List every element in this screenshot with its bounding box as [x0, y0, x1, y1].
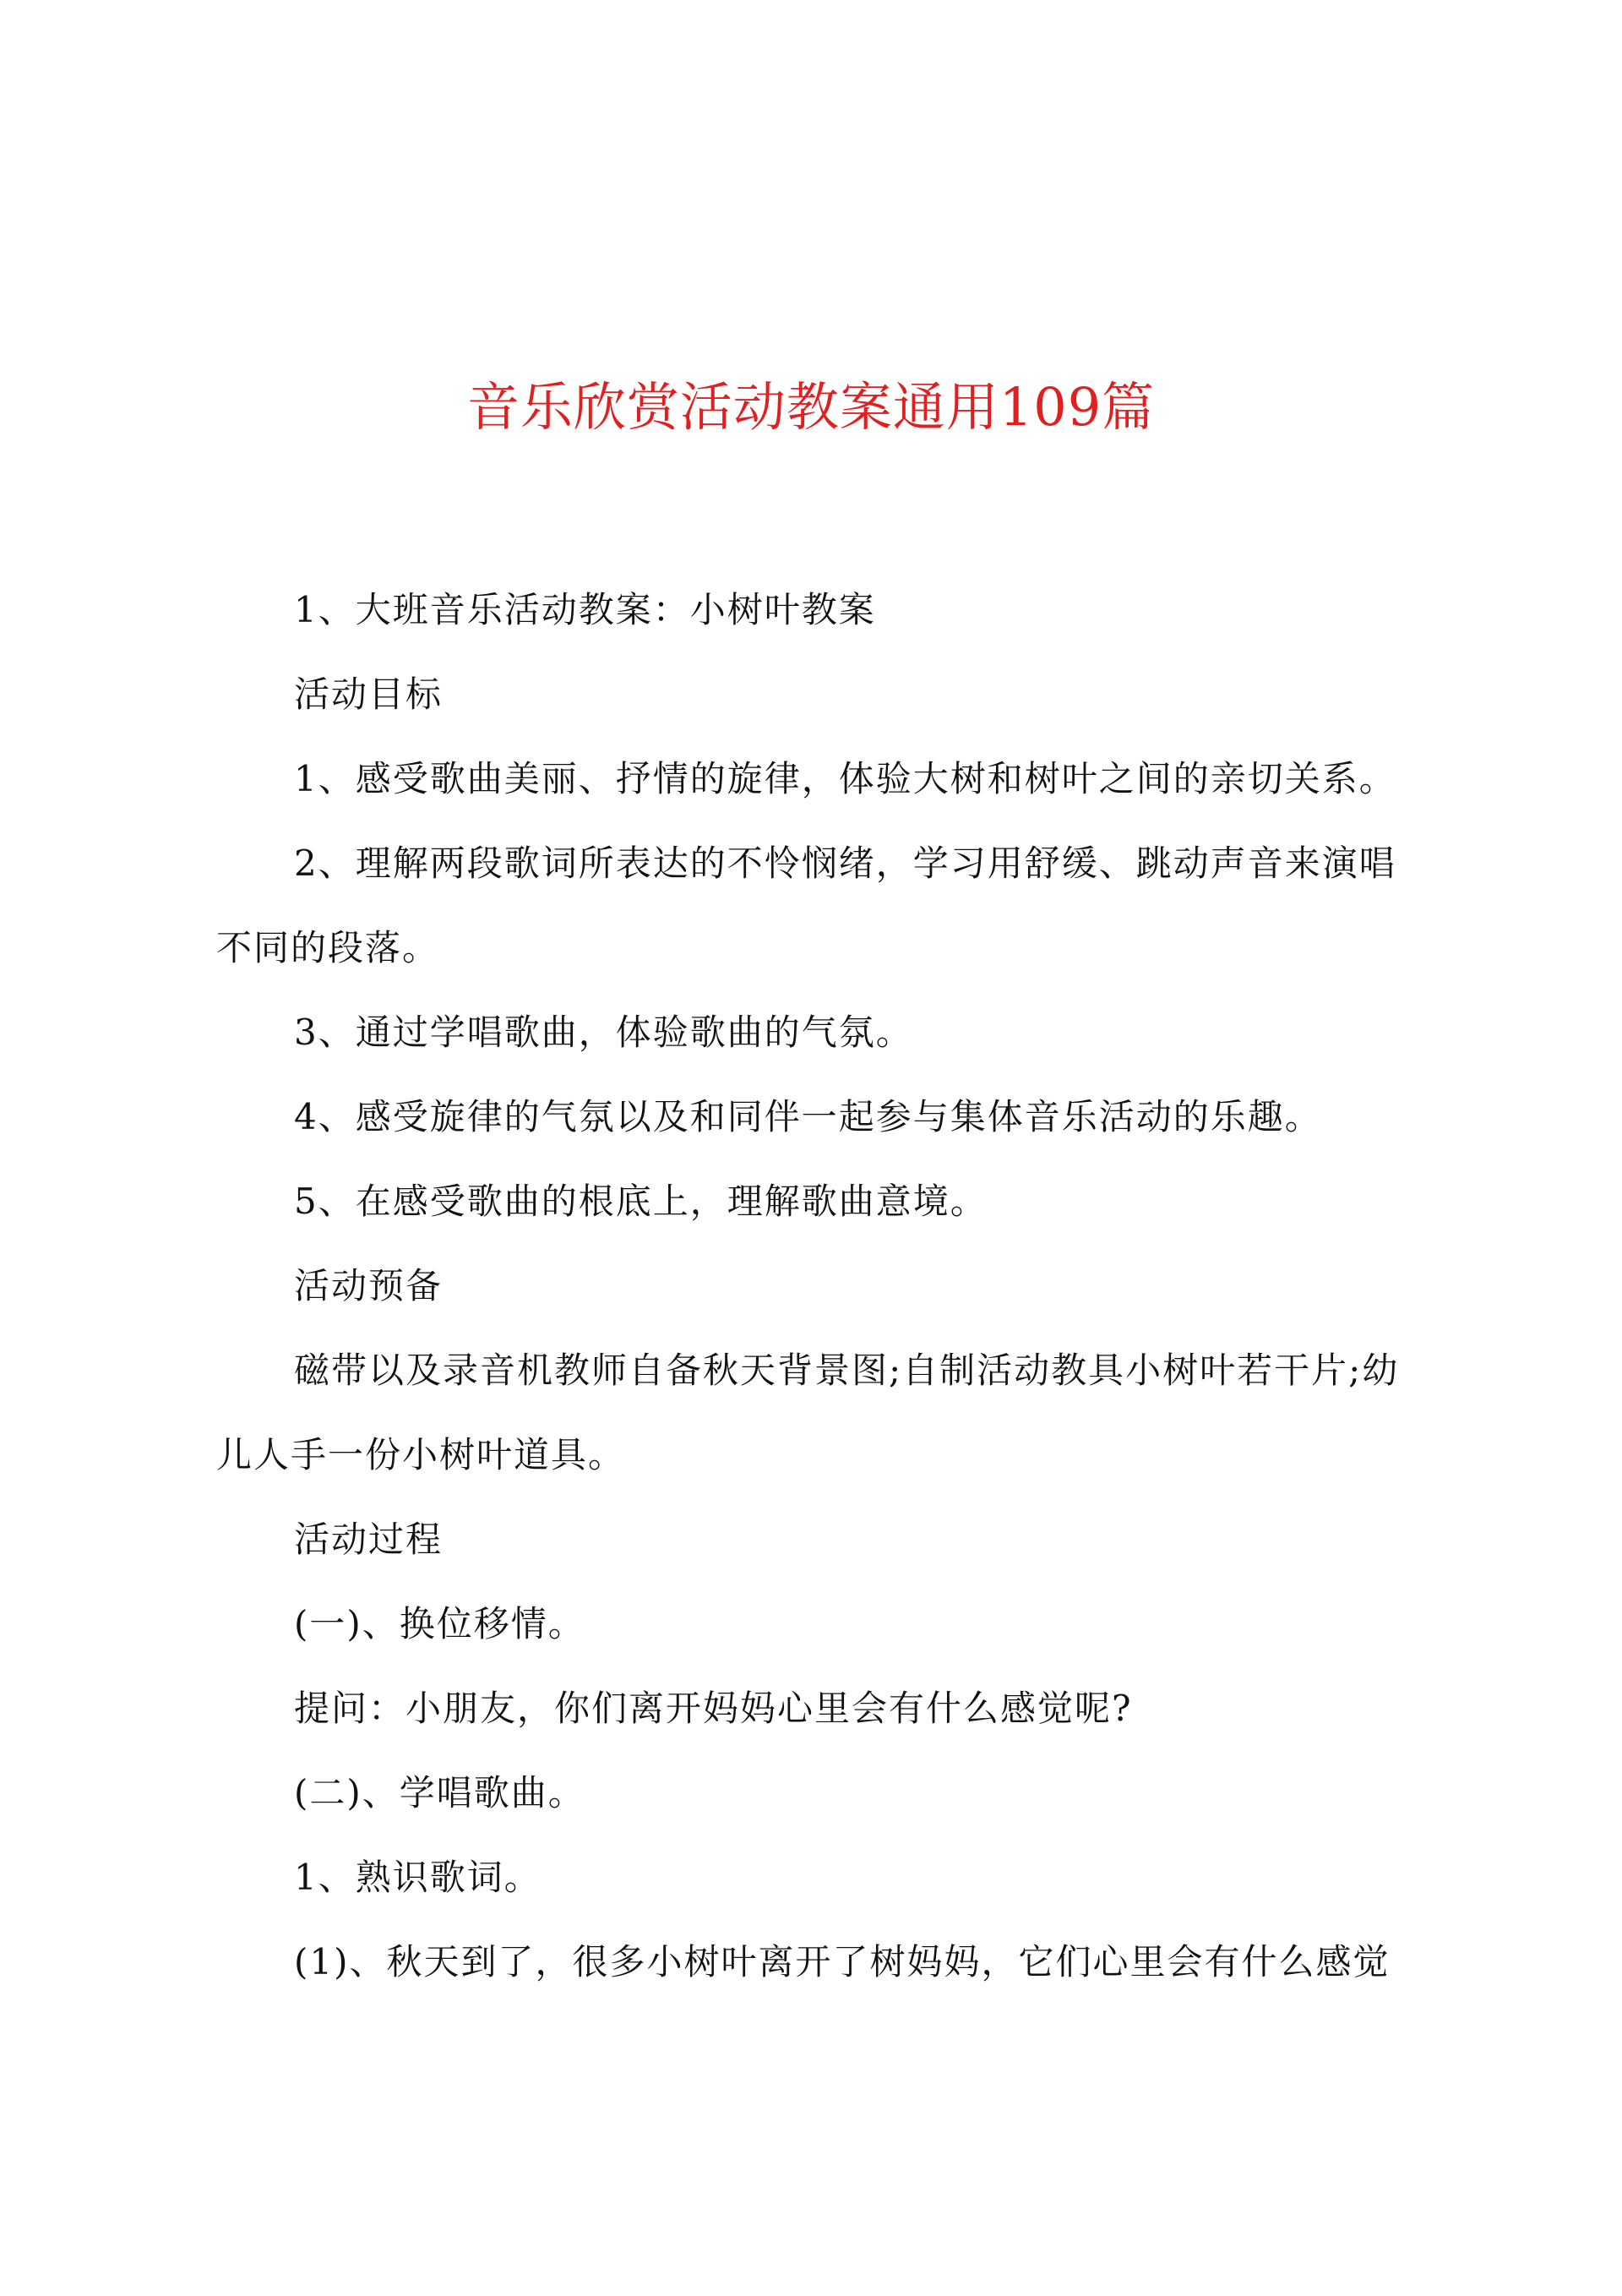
process-substep-1-1: (1)、秋天到了，很多小树叶离开了树妈妈，它们心里会有什么感觉	[294, 1941, 1391, 1982]
process-step-1: (一)、换位移情。	[294, 1603, 585, 1644]
document-title: 音乐欣赏活动教案通用109篇	[466, 375, 1156, 438]
preparation-text: 磁带以及录音机教师自备秋天背景图;自制活动教具小树叶若干片;幼儿人手一份小树叶道具。	[216, 1350, 1400, 1475]
process-question: 提问：小朋友，你们离开妈妈心里会有什么感觉呢?	[294, 1688, 1133, 1729]
section-heading-1: 1、大班音乐活动教案：小树叶教案	[294, 589, 876, 630]
process-step-2: (二)、学唱歌曲。	[294, 1772, 585, 1813]
goal-item-1: 1、感受歌曲美丽、抒情的旋律，体验大树和树叶之间的亲切关系。	[294, 758, 1396, 799]
subheading-process: 活动过程	[294, 1519, 444, 1560]
goal-item-3: 3、通过学唱歌曲，体验歌曲的气氛。	[294, 1012, 913, 1053]
process-substep-1: 1、熟识歌词。	[294, 1857, 542, 1898]
subheading-goals: 活动目标	[294, 674, 444, 715]
goal-item-2: 2、理解两段歌词所表达的不怜悯绪，学习用舒缓、跳动声音来演唱不同的段落。	[216, 843, 1396, 968]
goal-item-4: 4、感受旋律的气氛以及和同伴一起参与集体音乐活动的乐趣。	[294, 1096, 1322, 1137]
subheading-preparation: 活动预备	[294, 1265, 444, 1306]
document-body	[216, 568, 1416, 2004]
goal-item-5: 5、在感受歌曲的根底上，理解歌曲意境。	[294, 1181, 988, 1222]
